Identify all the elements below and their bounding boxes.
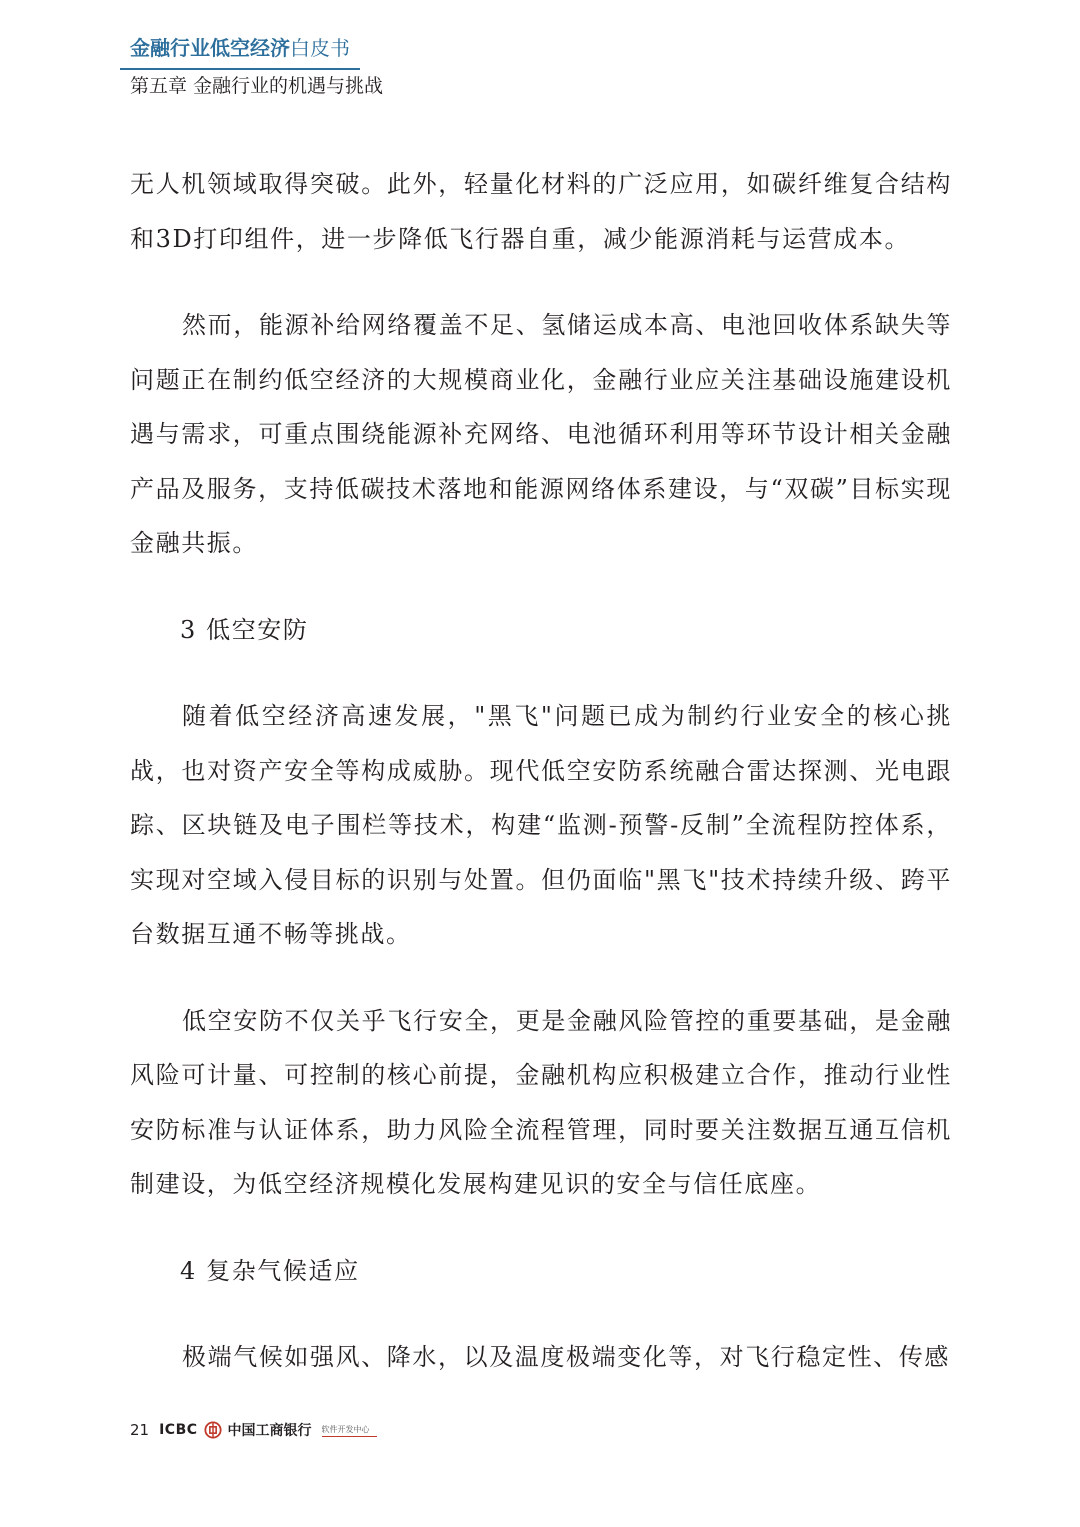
page-number: 21 [130, 1421, 150, 1439]
paragraph-energy-infrastructure: 然而，能源补给网络覆盖不足、氢储运成本高、电池回收体系缺失等问题正在制约低空经济的大规模商业化，金融行业应关注基础设施建设机遇与需求，可重点围绕能源补充网络、电池循环利用等环节设计相关金融产品及服务，支持低碳技术落地和能源网络体系建设，与“双碳”目标实现金融共振。 [130, 311, 952, 557]
icbc-logo-icon [204, 1421, 222, 1439]
bank-name: 中国工商银行 [227, 1423, 312, 1439]
icbc-wordmark: ICBC [159, 1422, 198, 1438]
document-title-main: 金融行业低空经济 [130, 36, 290, 60]
paragraph-continuation: 无人机领域取得突破。此外，轻量化材料的广泛应用，如碳纤维复合结构和3D打印组件，进一步降低飞行器自重，减少能源消耗与运营成本。 [130, 170, 952, 253]
paragraph-security-challenges: 随着低空经济高速发展，"黑飞"问题已成为制约行业安全的核心挑战，也对资产安全等构成威胁。现代低空安防系统融合雷达探测、光电跟踪、区块链及电子围栏等技术，构建“监测-预警-反制”全流程防控体系，实现对空域入侵目标的识别与处置。但仍面临"黑飞"技术持续升级、跨平台数据互通不畅等挑战。 [130, 702, 952, 948]
document-title [130, 34, 370, 62]
page-footer [130, 1418, 377, 1442]
paragraph-security-finance: 低空安防不仅关乎飞行安全，更是金融风险管控的重要基础，是金融风险可计量、可控制的核心前提，金融机构应积极建立合作，推动行业性安防标准与认证体系，助力风险全流程管理，同时要关注数据互通互信机制建设，为低空经济规模化发展构建见识的安全与信任底座。 [130, 1006, 952, 1198]
paragraph-climate: 极端气候如强风、降水，以及温度极端变化等，对飞行稳定性、传感 [182, 1343, 950, 1371]
running-header [130, 34, 370, 62]
section-heading-security: 3 低空安防 [180, 615, 309, 644]
section-heading-climate: 4 复杂气候适应 [180, 1256, 360, 1285]
header-divider [120, 68, 360, 70]
department-name: 软件开发中心 [322, 1424, 377, 1437]
chapter-title: 第五章 金融行业的机遇与挑战 [130, 75, 384, 97]
document-title-suffix: 白皮书 [290, 36, 350, 60]
page-body [130, 157, 952, 1385]
